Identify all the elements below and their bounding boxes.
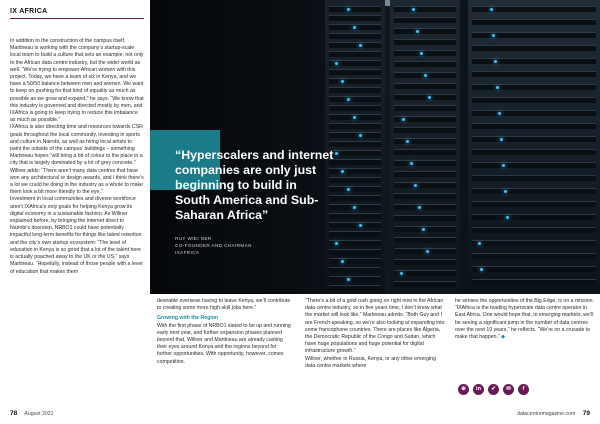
paragraph: “There’s a bit of a gold rush going on right now in the African data centre industry, so in five years time, I don’t know what the market will look like,” Martineau admits. “Both Guy and I are French-speaking, so we’re also looking at expanding into some francophone countries. There are places like Algeria, the Democratic Republic of the Congo and Sudan, which have huge populations and huge potential for digital infrastructure growth.” <box>305 298 445 355</box>
server-rack <box>390 0 460 294</box>
status-led <box>428 96 431 99</box>
status-led <box>492 34 495 37</box>
status-led <box>496 86 499 89</box>
status-led <box>418 206 421 209</box>
server-slot <box>329 213 381 219</box>
website-url: datacentremagazine.com <box>517 411 576 417</box>
facebook-icon[interactable]: f <box>518 384 529 395</box>
page-number-right: 79 <box>582 410 590 417</box>
paragraph: Willner adds: “There aren’t many data centres that have won any architectural or design awards, and I think there’s a lot we could be doing in the industry as a whole to make them look a bit more friendly to the eye.” <box>10 167 144 196</box>
server-slot <box>394 105 456 111</box>
status-led <box>347 278 350 281</box>
server-slot <box>472 240 596 246</box>
server-slot <box>394 50 456 56</box>
server-slot <box>394 61 456 67</box>
pull-quote <box>175 148 335 256</box>
email-icon[interactable]: ✉ <box>503 384 514 395</box>
globe-icon[interactable]: ⊕ <box>458 384 469 395</box>
server-slot <box>329 222 381 228</box>
server-slot <box>329 33 381 39</box>
status-led <box>414 184 417 187</box>
status-led <box>412 8 415 11</box>
server-slot <box>472 149 596 155</box>
status-led <box>480 268 483 271</box>
server-slot <box>472 253 596 259</box>
end-mark-icon: ◆ <box>501 334 506 341</box>
server-slot <box>472 45 596 51</box>
server-slot <box>472 227 596 233</box>
server-slot <box>394 171 456 177</box>
server-slot <box>394 17 456 23</box>
status-led <box>490 8 493 11</box>
issue-date: August 2021 <box>24 411 54 417</box>
status-led <box>353 26 356 29</box>
status-led <box>426 250 429 253</box>
server-slot <box>394 28 456 34</box>
article-column-2 <box>157 298 291 366</box>
status-led <box>500 138 503 141</box>
status-led <box>341 170 344 173</box>
server-slot <box>394 204 456 210</box>
server-slot <box>329 96 381 102</box>
status-led <box>341 260 344 263</box>
subheading: Growing with the Region <box>157 315 219 322</box>
server-slot <box>329 276 381 282</box>
server-slot <box>329 177 381 183</box>
server-slot <box>394 215 456 221</box>
server-slot <box>329 168 381 174</box>
section-label: IX AFRICA <box>10 8 48 15</box>
social-links <box>458 384 529 395</box>
status-led <box>400 272 403 275</box>
server-slot <box>394 6 456 12</box>
status-led <box>406 140 409 143</box>
article-column-4 <box>455 298 595 341</box>
status-led <box>353 206 356 209</box>
server-slot <box>329 87 381 93</box>
status-led <box>359 224 362 227</box>
server-slot <box>329 195 381 201</box>
server-slot <box>329 159 381 165</box>
attribution-title: CO-FOUNDER AND CHAIRMAN <box>175 243 252 248</box>
server-slot <box>394 94 456 100</box>
article-column-1 <box>10 38 144 276</box>
server-slot <box>394 270 456 276</box>
paragraph: Willner, whether in Russia, Kenya, or any other emerging data centre markets where <box>305 355 436 369</box>
paragraph: Investment in local communities and diverse workforce aren’t IXAfrica’s only goals for helping Kenya grow its digital economy in a sustainable fashion. As Willner explained before, by bringing the internet direct to Nairobi’s doorstep, NRBO1 could have potentially impactful long-term benefits for things like talent retention and the city’s own startup ecosystem: “The level of education in Kenya is so good that a lot of the talent here is actually poached away to the UK or the US,” says Martineau. “Hopefully, instead of those people with a level of education that makes them <box>10 196 143 275</box>
status-led <box>506 216 509 219</box>
server-slot <box>472 214 596 220</box>
server-slot <box>329 258 381 264</box>
status-led <box>341 80 344 83</box>
server-slot <box>394 237 456 243</box>
status-led <box>347 188 350 191</box>
paragraph: desirable overseas having to leave Kenya, we’ll contribute to creating some more high-skill jobs here.” <box>157 298 291 312</box>
linkedin-icon[interactable]: in <box>473 384 484 395</box>
page-number-left: 78 <box>10 410 18 417</box>
status-led <box>478 242 481 245</box>
server-slot <box>394 138 456 144</box>
status-led <box>347 98 350 101</box>
pull-quote-attribution <box>175 235 335 256</box>
server-slot <box>394 193 456 199</box>
attribution-name: RUY WIEI NER <box>175 236 212 241</box>
server-slot <box>472 175 596 181</box>
status-led <box>359 44 362 47</box>
paragraph <box>455 298 595 341</box>
server-slot <box>472 97 596 103</box>
status-led <box>498 112 501 115</box>
server-slot <box>329 123 381 129</box>
server-slot <box>472 71 596 77</box>
pull-quote-text: “Hyperscalers and internet companies are only just beginning to build in South America and Sub-Saharan Africa” <box>175 148 334 222</box>
twitter-icon[interactable]: ✔ <box>488 384 499 395</box>
server-slot <box>472 279 596 285</box>
server-slot <box>329 78 381 84</box>
server-slot <box>472 266 596 272</box>
server-slot <box>329 186 381 192</box>
server-slot <box>329 105 381 111</box>
server-slot <box>329 15 381 21</box>
server-slot <box>394 83 456 89</box>
status-led <box>422 228 425 231</box>
server-slot <box>472 162 596 168</box>
server-slot <box>329 267 381 273</box>
server-slot <box>394 248 456 254</box>
footer-right <box>517 410 590 417</box>
attribution-company: IXAFRICA <box>175 250 200 255</box>
paragraph: IXAfrica is also directing time and resources towards CSR goals throughout the local community, investing in sports and culture in Nairobi, as well as hiring local artists to paint the outside of the campus’ buildings – something Martineau hopes “will bring a bit of colour to the place in a city that is largely dominated by a lot of grey concrete.” <box>10 124 143 167</box>
server-slot <box>329 69 381 75</box>
article-column-3 <box>305 298 445 370</box>
server-slot <box>394 182 456 188</box>
server-slot <box>472 32 596 38</box>
status-led <box>402 118 405 121</box>
server-slot <box>472 19 596 25</box>
server-slot <box>394 281 456 287</box>
status-led <box>494 60 497 63</box>
server-slot <box>472 110 596 116</box>
status-led <box>335 242 338 245</box>
server-slot <box>394 149 456 155</box>
server-slot <box>329 6 381 12</box>
status-led <box>359 134 362 137</box>
paragraph: In addition to the construction of the campus itself, Martineau is working with the company’s startup-scale local team to build a culture that sets an example, not only to the African data centre industry, but the wider world as well. “We’re trying to empower African women with this project. Today, we have a team of six in Kenya, and we have a 50/50 balance between men and women. We want to keep on pushing for that kind of equality as much as possible as we grow and expand,” he says. “We know that this industry is governed and directed mostly by men, and IXAfrica is going to keep trying to reduce this imbalance as much as possible.” <box>10 38 144 124</box>
server-slot <box>394 226 456 232</box>
server-slot <box>472 58 596 64</box>
status-led <box>410 162 413 165</box>
server-slot <box>329 42 381 48</box>
paragraph: With the first phase of NRBO1 slated to be up and running early next year, and further expansion phases planned beyond that, Willner and Martineau are already casting their eyes around Kenya and the regions beyond for further opportunities. With opportunity, however, comes competition. <box>157 322 291 365</box>
server-slot <box>329 132 381 138</box>
server-slot <box>329 285 381 291</box>
footer-left <box>10 410 54 417</box>
status-led <box>504 190 507 193</box>
server-slot <box>472 84 596 90</box>
server-slot <box>394 39 456 45</box>
server-slot <box>472 136 596 142</box>
server-slot <box>329 141 381 147</box>
status-led <box>424 74 427 77</box>
server-slot <box>329 51 381 57</box>
status-led <box>420 52 423 55</box>
server-slot <box>394 127 456 133</box>
server-slot <box>472 123 596 129</box>
server-slot <box>329 231 381 237</box>
server-slot <box>472 201 596 207</box>
status-led <box>347 8 350 11</box>
status-led <box>353 116 356 119</box>
status-led <box>335 152 338 155</box>
paragraph-text: he senses the opportunities of the Big Edge, is on a mission. “IXAfrica is the leading hyperscale data centre operator in East Africa. One would hope that, in emerging markets, we’ll be seeing a significant jump in the number of data centres over the next 10 years,” he reflects. “We’re on a crusade to make that happen.” <box>455 298 594 341</box>
server-rack <box>468 0 600 294</box>
server-slot <box>394 259 456 265</box>
server-slot <box>472 188 596 194</box>
section-divider <box>10 18 144 19</box>
status-led <box>335 62 338 65</box>
server-slot <box>329 249 381 255</box>
server-slot <box>394 160 456 166</box>
status-led <box>502 164 505 167</box>
status-led <box>416 30 419 33</box>
